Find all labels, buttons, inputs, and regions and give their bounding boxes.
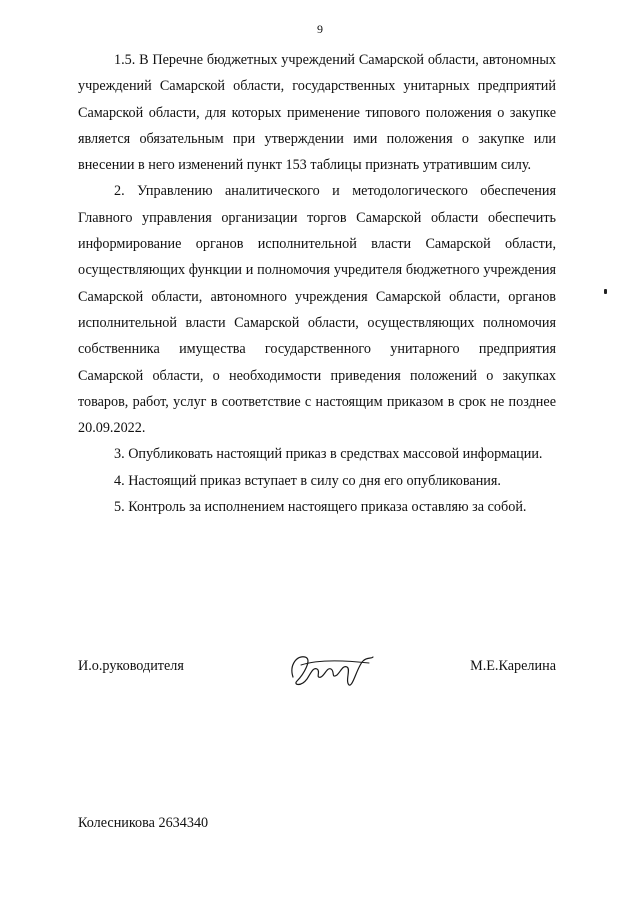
paragraph-1-5: 1.5. В Перечне бюджетных учреждений Самарской области, автономных учреждений Самарской области, государственных унитарных предприятий Самарской области, для которых применение типового положения о закупке является обязательным при утверждении ими положения о закупке или внесении в него изменений пункт 153 таблицы признать утратившим силу. <box>78 52 556 174</box>
paragraph-5: 5. Контроль за исполнением настоящего приказа оставляю за собой. <box>114 499 527 516</box>
paragraph-2: 2. Управлению аналитического и методологического обеспечения Главного управления организации торгов Самарской области обеспечить информирование органов исполнительной власти Самарской области, осуществляющих функции и полномочия учредителя бюджетного учреждения Самарской области, автономного учреждения Самарской области, органов исполнительной власти Самарской области, осуществляющих полномочия собственника имущества государственного унитарного предприятия Самарской области, о необходимости приведения положений о закупках товаров, работ, услуг в соответствие с настоящим приказом в срок не позднее 20.09.2022. <box>78 183 556 437</box>
page-number: 9 <box>317 22 323 36</box>
signature-block <box>0 647 640 697</box>
executor-contact: Колесникова 2634340 <box>78 815 209 831</box>
signatory-role: И.о.руководителя <box>78 658 184 674</box>
paragraph-3: 3. Опубликовать настоящий приказ в средствах массовой информации. <box>114 446 543 463</box>
handwritten-signature <box>283 647 378 689</box>
signatory-name: М.Е.Карелина <box>470 658 556 674</box>
paragraph-4: 4. Настоящий приказ вступает в силу со дня его опубликования. <box>114 472 501 489</box>
scan-speck <box>604 289 607 294</box>
document-body <box>78 47 556 520</box>
